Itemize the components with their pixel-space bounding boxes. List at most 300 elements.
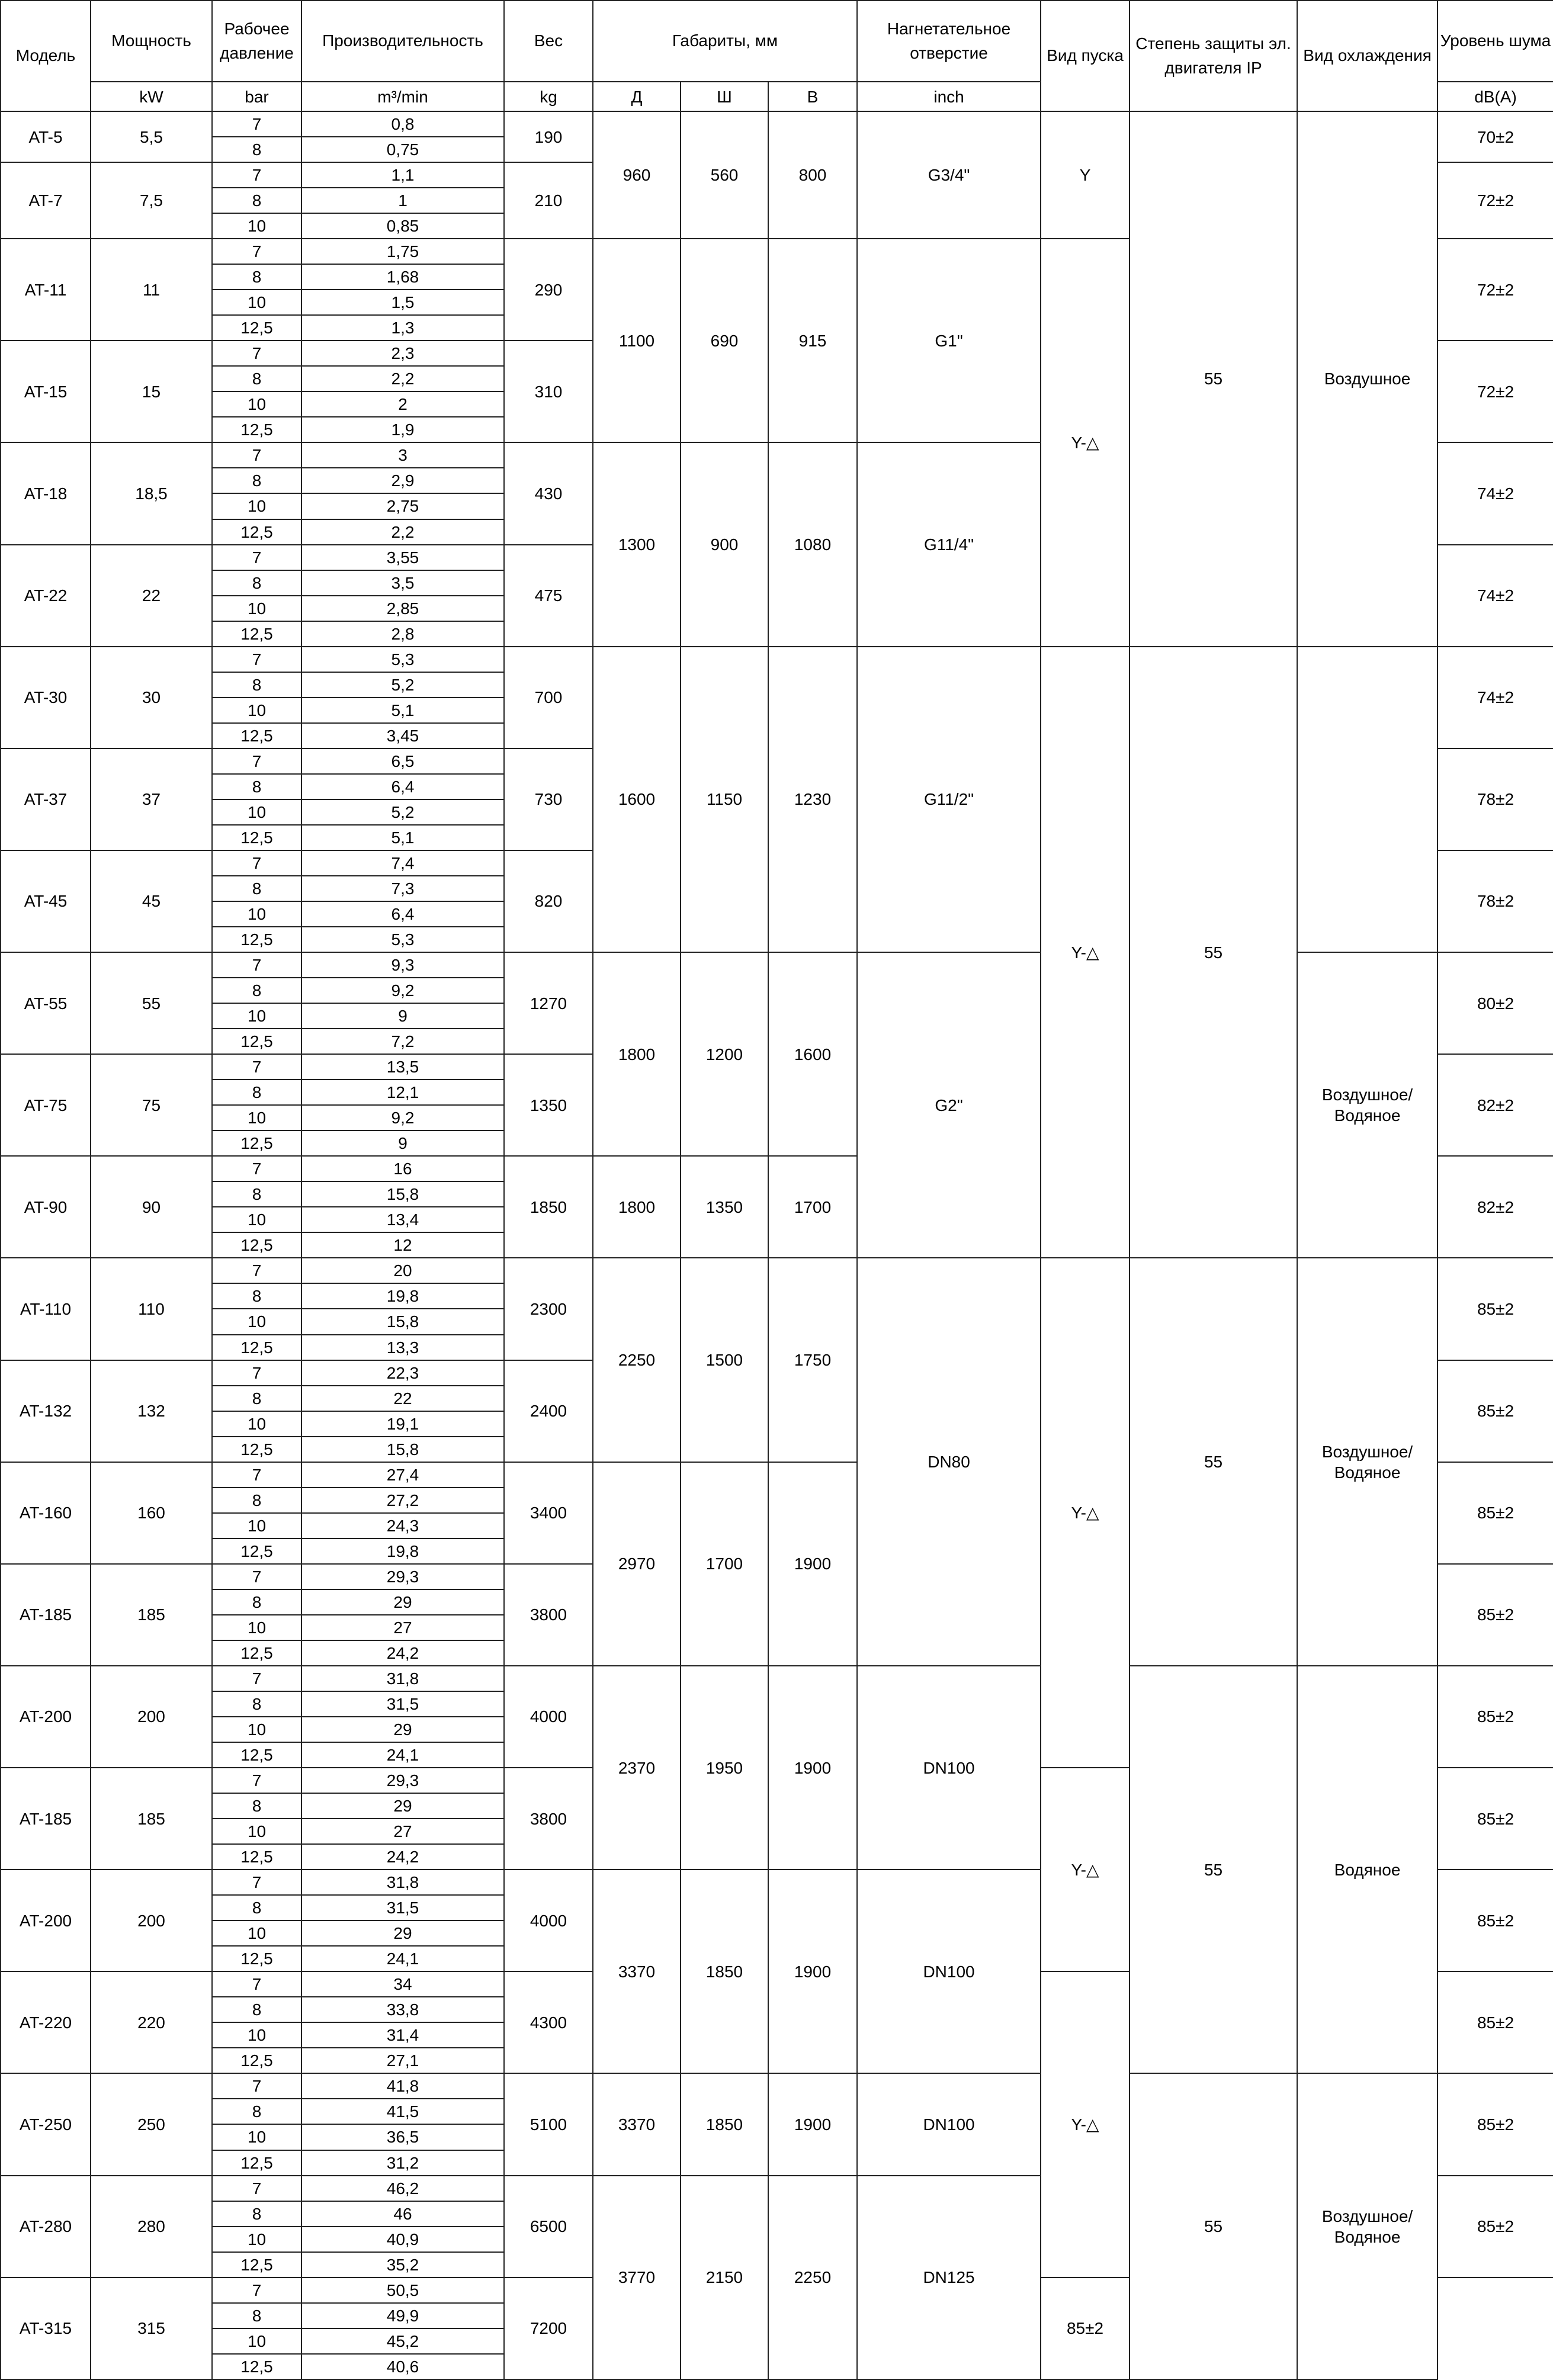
capacity-cell: 2,3 bbox=[301, 341, 504, 366]
noise-cell: 82±2 bbox=[1438, 1054, 1553, 1156]
dimension-length-cell: 2370 bbox=[593, 1666, 681, 1870]
pressure-cell: 8 bbox=[212, 1589, 301, 1615]
power-cell: 15 bbox=[91, 341, 212, 442]
header-model: Модель bbox=[1, 1, 91, 111]
power-cell: 30 bbox=[91, 647, 212, 749]
outlet-cell: G11/2" bbox=[857, 647, 1041, 952]
pressure-cell: 12,5 bbox=[212, 1437, 301, 1462]
capacity-cell: 1 bbox=[301, 188, 504, 213]
dimension-length-cell: 3370 bbox=[593, 2073, 681, 2175]
capacity-cell: 27,2 bbox=[301, 1488, 504, 1513]
capacity-cell: 0,85 bbox=[301, 213, 504, 239]
start-type-cell: Y-△ bbox=[1041, 239, 1130, 647]
pressure-cell: 8 bbox=[212, 2099, 301, 2124]
power-cell: 315 bbox=[91, 2278, 212, 2379]
capacity-cell: 22 bbox=[301, 1386, 504, 1411]
noise-cell: 85±2 bbox=[1438, 1258, 1553, 1360]
dimension-width-cell: 1950 bbox=[681, 1666, 768, 1870]
power-cell: 55 bbox=[91, 952, 212, 1054]
outlet-cell: DN125 bbox=[857, 2176, 1041, 2379]
capacity-cell: 31,8 bbox=[301, 1870, 504, 1895]
unit-noise: dB(A) bbox=[1438, 82, 1553, 111]
pressure-cell: 12,5 bbox=[212, 1844, 301, 1870]
dimension-height-cell: 1750 bbox=[768, 1258, 857, 1462]
power-cell: 220 bbox=[91, 1971, 212, 2073]
pressure-cell: 10 bbox=[212, 1003, 301, 1029]
table-row bbox=[1, 952, 1553, 978]
noise-cell: 85±2 bbox=[1438, 1666, 1553, 1768]
dimension-width-cell: 900 bbox=[681, 442, 768, 646]
weight-cell: 700 bbox=[504, 647, 593, 749]
pressure-cell: 10 bbox=[212, 2328, 301, 2354]
power-cell: 160 bbox=[91, 1462, 212, 1564]
noise-cell: 85±2 bbox=[1438, 1564, 1553, 1666]
capacity-cell: 15,8 bbox=[301, 1437, 504, 1462]
header-outlet: Нагнетательное отверстие bbox=[857, 1, 1041, 82]
capacity-cell: 9,2 bbox=[301, 1105, 504, 1130]
capacity-cell: 29 bbox=[301, 1920, 504, 1946]
pressure-cell: 10 bbox=[212, 213, 301, 239]
pressure-cell: 8 bbox=[212, 137, 301, 162]
pressure-cell: 8 bbox=[212, 188, 301, 213]
pressure-cell: 8 bbox=[212, 468, 301, 493]
capacity-cell: 29 bbox=[301, 1717, 504, 1742]
pressure-cell: 8 bbox=[212, 978, 301, 1003]
model-name-cell: AT-220 bbox=[1, 1971, 91, 2073]
header-power: Мощность bbox=[91, 1, 212, 82]
unit-dim-height: В bbox=[768, 82, 857, 111]
capacity-cell: 1,9 bbox=[301, 417, 504, 442]
capacity-cell: 9,3 bbox=[301, 952, 504, 978]
pressure-cell: 10 bbox=[212, 901, 301, 927]
pressure-cell: 10 bbox=[212, 1105, 301, 1130]
dimension-length-cell: 2970 bbox=[593, 1462, 681, 1666]
pressure-cell: 7 bbox=[212, 952, 301, 978]
header-noise: Уровень шума bbox=[1438, 1, 1553, 82]
pressure-cell: 12,5 bbox=[212, 723, 301, 749]
pressure-cell: 7 bbox=[212, 647, 301, 672]
dimension-length-cell: 1800 bbox=[593, 1156, 681, 1258]
capacity-cell: 5,3 bbox=[301, 647, 504, 672]
unit-weight: kg bbox=[504, 82, 593, 111]
pressure-cell: 10 bbox=[212, 1309, 301, 1334]
dimension-length-cell: 3770 bbox=[593, 2176, 681, 2379]
ip-rating-cell: 55 bbox=[1130, 111, 1297, 647]
pressure-cell: 10 bbox=[212, 1411, 301, 1437]
weight-cell: 7200 bbox=[504, 2278, 593, 2379]
capacity-cell: 2,2 bbox=[301, 366, 504, 391]
power-cell: 280 bbox=[91, 2176, 212, 2278]
dimension-length-cell: 1100 bbox=[593, 239, 681, 442]
pressure-cell: 8 bbox=[212, 264, 301, 290]
noise-cell: 78±2 bbox=[1438, 749, 1553, 850]
power-cell: 250 bbox=[91, 2073, 212, 2175]
capacity-cell: 2,2 bbox=[301, 519, 504, 545]
capacity-cell: 2 bbox=[301, 391, 504, 417]
unit-power: kW bbox=[91, 82, 212, 111]
dimension-width-cell: 690 bbox=[681, 239, 768, 442]
dimension-width-cell: 1850 bbox=[681, 1870, 768, 2073]
weight-cell: 4000 bbox=[504, 1666, 593, 1768]
pressure-cell: 12,5 bbox=[212, 927, 301, 952]
pressure-cell: 8 bbox=[212, 2303, 301, 2328]
noise-cell: 72±2 bbox=[1438, 341, 1553, 442]
capacity-cell: 31,5 bbox=[301, 1895, 504, 1920]
noise-cell: 85±2 bbox=[1438, 2176, 1553, 2278]
pressure-cell: 12,5 bbox=[212, 1130, 301, 1156]
capacity-cell: 12,1 bbox=[301, 1080, 504, 1105]
pressure-cell: 7 bbox=[212, 1971, 301, 1997]
capacity-cell: 36,5 bbox=[301, 2124, 504, 2150]
pressure-cell: 12,5 bbox=[212, 2150, 301, 2176]
capacity-cell: 1,1 bbox=[301, 162, 504, 188]
power-cell: 37 bbox=[91, 749, 212, 850]
capacity-cell: 40,9 bbox=[301, 2227, 504, 2252]
pressure-cell: 12,5 bbox=[212, 825, 301, 850]
start-type-cell: Y-△ bbox=[1041, 1971, 1130, 2277]
weight-cell: 3800 bbox=[504, 1768, 593, 1870]
capacity-cell: 3 bbox=[301, 442, 504, 468]
start-type-cell: Y-△ bbox=[1041, 1768, 1130, 1971]
cooling-cell: Воздушное/ Водяное bbox=[1297, 952, 1438, 1258]
capacity-cell: 5,1 bbox=[301, 825, 504, 850]
start-type-cell: Y bbox=[1041, 111, 1130, 239]
model-name-cell: AT-132 bbox=[1, 1360, 91, 1462]
model-name-cell: AT-22 bbox=[1, 545, 91, 647]
power-cell: 185 bbox=[91, 1768, 212, 1870]
dimension-height-cell: 1230 bbox=[768, 647, 857, 952]
noise-cell: 78±2 bbox=[1438, 850, 1553, 952]
pressure-cell: 7 bbox=[212, 162, 301, 188]
pressure-cell: 12,5 bbox=[212, 2048, 301, 2073]
capacity-cell: 2,8 bbox=[301, 621, 504, 647]
header-row bbox=[1, 1, 1553, 82]
capacity-cell: 12 bbox=[301, 1232, 504, 1258]
model-name-cell: AT-160 bbox=[1, 1462, 91, 1564]
pressure-cell: 12,5 bbox=[212, 1232, 301, 1258]
ip-rating-cell: 55 bbox=[1130, 1258, 1297, 1666]
pressure-cell: 10 bbox=[212, 596, 301, 621]
pressure-cell: 10 bbox=[212, 1920, 301, 1946]
table-row bbox=[1, 2073, 1553, 2099]
cooling-cell: Водяное bbox=[1297, 1666, 1438, 2074]
power-cell: 45 bbox=[91, 850, 212, 952]
capacity-cell: 1,5 bbox=[301, 290, 504, 315]
capacity-cell: 13,5 bbox=[301, 1054, 504, 1080]
pressure-cell: 12,5 bbox=[212, 1946, 301, 1971]
weight-cell: 290 bbox=[504, 239, 593, 341]
model-name-cell: AT-110 bbox=[1, 1258, 91, 1360]
capacity-cell: 3,55 bbox=[301, 545, 504, 570]
capacity-cell: 7,4 bbox=[301, 850, 504, 876]
power-cell: 132 bbox=[91, 1360, 212, 1462]
unit-pressure: bar bbox=[212, 82, 301, 111]
outlet-cell: DN80 bbox=[857, 1258, 1041, 1666]
pressure-cell: 10 bbox=[212, 799, 301, 825]
pressure-cell: 7 bbox=[212, 1870, 301, 1895]
noise-cell: 74±2 bbox=[1438, 545, 1553, 647]
dimension-width-cell: 1150 bbox=[681, 647, 768, 952]
capacity-cell: 15,8 bbox=[301, 1181, 504, 1207]
capacity-cell: 35,2 bbox=[301, 2252, 504, 2278]
table-row bbox=[1, 111, 1553, 137]
start-type-cell: Y-△ bbox=[1041, 1258, 1130, 1768]
capacity-cell: 24,2 bbox=[301, 1640, 504, 1666]
pressure-cell: 8 bbox=[212, 1793, 301, 1819]
model-name-cell: AT-11 bbox=[1, 239, 91, 341]
dimension-width-cell: 1200 bbox=[681, 952, 768, 1156]
capacity-cell: 6,4 bbox=[301, 774, 504, 799]
table-row bbox=[1, 1258, 1553, 1283]
unit-capacity: m³/min bbox=[301, 82, 504, 111]
pressure-cell: 7 bbox=[212, 1360, 301, 1386]
noise-cell: 82±2 bbox=[1438, 1156, 1553, 1258]
model-name-cell: AT-75 bbox=[1, 1054, 91, 1156]
capacity-cell: 3,5 bbox=[301, 570, 504, 596]
dimension-height-cell: 915 bbox=[768, 239, 857, 442]
model-name-cell: AT-5 bbox=[1, 111, 91, 162]
power-cell: 200 bbox=[91, 1666, 212, 1768]
model-name-cell: AT-250 bbox=[1, 2073, 91, 2175]
capacity-cell: 27 bbox=[301, 1819, 504, 1844]
pressure-cell: 12,5 bbox=[212, 2354, 301, 2379]
capacity-cell: 1,68 bbox=[301, 264, 504, 290]
dimension-height-cell: 1700 bbox=[768, 1156, 857, 1258]
pressure-cell: 12,5 bbox=[212, 1539, 301, 1564]
capacity-cell: 15,8 bbox=[301, 1309, 504, 1334]
pressure-cell: 12,5 bbox=[212, 519, 301, 545]
weight-cell: 1270 bbox=[504, 952, 593, 1054]
capacity-cell: 24,3 bbox=[301, 1513, 504, 1539]
pressure-cell: 8 bbox=[212, 1181, 301, 1207]
capacity-cell: 33,8 bbox=[301, 1997, 504, 2022]
capacity-cell: 5,3 bbox=[301, 927, 504, 952]
model-name-cell: AT-200 bbox=[1, 1870, 91, 1971]
capacity-cell: 24,1 bbox=[301, 1946, 504, 1971]
pressure-cell: 10 bbox=[212, 290, 301, 315]
noise-cell: 72±2 bbox=[1438, 162, 1553, 239]
header-start-type: Вид пуска bbox=[1041, 1, 1130, 111]
weight-cell: 2300 bbox=[504, 1258, 593, 1360]
pressure-cell: 12,5 bbox=[212, 1029, 301, 1054]
capacity-cell: 40,6 bbox=[301, 2354, 504, 2379]
pressure-cell: 7 bbox=[212, 1666, 301, 1691]
pressure-cell: 8 bbox=[212, 1283, 301, 1309]
power-cell: 75 bbox=[91, 1054, 212, 1156]
pressure-cell: 8 bbox=[212, 876, 301, 901]
capacity-cell: 31,5 bbox=[301, 1691, 504, 1717]
cooling-cell: Воздушное/ Водяное bbox=[1297, 2073, 1438, 2379]
capacity-cell: 9 bbox=[301, 1130, 504, 1156]
unit-dim-width: Ш bbox=[681, 82, 768, 111]
capacity-cell: 24,2 bbox=[301, 1844, 504, 1870]
capacity-cell: 41,5 bbox=[301, 2099, 504, 2124]
pressure-cell: 10 bbox=[212, 2227, 301, 2252]
noise-cell: 85±2 bbox=[1438, 1971, 1553, 2073]
table-row bbox=[1, 647, 1553, 672]
noise-cell: 85±2 bbox=[1438, 1870, 1553, 1971]
noise-cell: 72±2 bbox=[1438, 239, 1553, 341]
pressure-cell: 7 bbox=[212, 749, 301, 774]
outlet-cell: G1" bbox=[857, 239, 1041, 442]
weight-cell: 310 bbox=[504, 341, 593, 442]
capacity-cell: 9 bbox=[301, 1003, 504, 1029]
model-name-cell: AT-280 bbox=[1, 2176, 91, 2278]
dimension-height-cell: 1900 bbox=[768, 1462, 857, 1666]
model-name-cell: AT-7 bbox=[1, 162, 91, 239]
capacity-cell: 5,2 bbox=[301, 672, 504, 698]
pressure-cell: 10 bbox=[212, 2124, 301, 2150]
capacity-cell: 7,3 bbox=[301, 876, 504, 901]
capacity-cell: 46 bbox=[301, 2201, 504, 2227]
capacity-cell: 6,5 bbox=[301, 749, 504, 774]
weight-cell: 4300 bbox=[504, 1971, 593, 2073]
power-cell: 185 bbox=[91, 1564, 212, 1666]
capacity-cell: 1,3 bbox=[301, 315, 504, 341]
power-cell: 7,5 bbox=[91, 162, 212, 239]
outlet-cell: G3/4" bbox=[857, 111, 1041, 239]
pressure-cell: 10 bbox=[212, 1207, 301, 1232]
pressure-cell: 12,5 bbox=[212, 1640, 301, 1666]
dimension-length-cell: 1300 bbox=[593, 442, 681, 646]
pressure-cell: 8 bbox=[212, 1386, 301, 1411]
unit-dim-length: Д bbox=[593, 82, 681, 111]
table-row bbox=[1, 1666, 1553, 1691]
dimension-height-cell: 2250 bbox=[768, 2176, 857, 2379]
capacity-cell: 31,8 bbox=[301, 1666, 504, 1691]
capacity-cell: 49,9 bbox=[301, 2303, 504, 2328]
dimension-height-cell: 1900 bbox=[768, 2073, 857, 2175]
pressure-cell: 7 bbox=[212, 545, 301, 570]
pressure-cell: 7 bbox=[212, 1156, 301, 1181]
pressure-cell: 7 bbox=[212, 1768, 301, 1793]
capacity-cell: 0,8 bbox=[301, 111, 504, 137]
dimension-length-cell: 1600 bbox=[593, 647, 681, 952]
weight-cell: 2400 bbox=[504, 1360, 593, 1462]
noise-cell: 70±2 bbox=[1438, 111, 1553, 162]
pressure-cell: 7 bbox=[212, 111, 301, 137]
model-name-cell: AT-200 bbox=[1, 1666, 91, 1768]
dimension-length-cell: 2250 bbox=[593, 1258, 681, 1462]
capacity-cell: 29 bbox=[301, 1589, 504, 1615]
model-name-cell: AT-37 bbox=[1, 749, 91, 850]
dimension-width-cell: 1850 bbox=[681, 2073, 768, 2175]
dimension-length-cell: 1800 bbox=[593, 952, 681, 1156]
capacity-cell: 31,4 bbox=[301, 2022, 504, 2048]
capacity-cell: 24,1 bbox=[301, 1742, 504, 1768]
capacity-cell: 5,2 bbox=[301, 799, 504, 825]
pressure-cell: 10 bbox=[212, 2022, 301, 2048]
capacity-cell: 45,2 bbox=[301, 2328, 504, 2354]
dimension-width-cell: 2150 bbox=[681, 2176, 768, 2379]
capacity-cell: 46,2 bbox=[301, 2176, 504, 2201]
outlet-cell: G2" bbox=[857, 952, 1041, 1258]
dimension-length-cell: 960 bbox=[593, 111, 681, 239]
outlet-cell: DN100 bbox=[857, 1870, 1041, 2073]
pressure-cell: 7 bbox=[212, 239, 301, 264]
pressure-cell: 8 bbox=[212, 774, 301, 799]
capacity-cell: 2,85 bbox=[301, 596, 504, 621]
outlet-cell: G11/4" bbox=[857, 442, 1041, 646]
power-cell: 110 bbox=[91, 1258, 212, 1360]
pressure-cell: 7 bbox=[212, 442, 301, 468]
dimension-height-cell: 1900 bbox=[768, 1666, 857, 1870]
weight-cell: 6500 bbox=[504, 2176, 593, 2278]
pressure-cell: 10 bbox=[212, 391, 301, 417]
header-weight: Вес bbox=[504, 1, 593, 82]
pressure-cell: 8 bbox=[212, 1691, 301, 1717]
pressure-cell: 7 bbox=[212, 2176, 301, 2201]
dimension-width-cell: 1700 bbox=[681, 1462, 768, 1666]
pressure-cell: 7 bbox=[212, 1054, 301, 1080]
capacity-cell: 13,3 bbox=[301, 1335, 504, 1360]
power-cell: 200 bbox=[91, 1870, 212, 1971]
dimension-height-cell: 1600 bbox=[768, 952, 857, 1156]
capacity-cell: 1,75 bbox=[301, 239, 504, 264]
noise-cell: 74±2 bbox=[1438, 647, 1553, 749]
capacity-cell: 19,1 bbox=[301, 1411, 504, 1437]
noise-cell: 80±2 bbox=[1438, 952, 1553, 1054]
capacity-cell: 41,8 bbox=[301, 2073, 504, 2099]
weight-cell: 3800 bbox=[504, 1564, 593, 1666]
header-pressure: Рабочее давление bbox=[212, 1, 301, 82]
weight-cell: 730 bbox=[504, 749, 593, 850]
power-cell: 18,5 bbox=[91, 442, 212, 544]
model-name-cell: AT-45 bbox=[1, 850, 91, 952]
capacity-cell: 19,8 bbox=[301, 1283, 504, 1309]
header-capacity: Производительность bbox=[301, 1, 504, 82]
capacity-cell: 5,1 bbox=[301, 698, 504, 723]
model-name-cell: AT-90 bbox=[1, 1156, 91, 1258]
model-name-cell: AT-315 bbox=[1, 2278, 91, 2379]
pressure-cell: 12,5 bbox=[212, 1335, 301, 1360]
pressure-cell: 7 bbox=[212, 1564, 301, 1589]
capacity-cell: 22,3 bbox=[301, 1360, 504, 1386]
weight-cell: 820 bbox=[504, 850, 593, 952]
model-name-cell: AT-185 bbox=[1, 1768, 91, 1870]
capacity-cell: 29 bbox=[301, 1793, 504, 1819]
header-cooling: Вид охлаждения bbox=[1297, 1, 1438, 111]
pressure-cell: 10 bbox=[212, 1819, 301, 1844]
pressure-cell: 10 bbox=[212, 493, 301, 519]
ip-rating-cell: 55 bbox=[1130, 647, 1297, 1258]
pressure-cell: 10 bbox=[212, 1513, 301, 1539]
capacity-cell: 2,9 bbox=[301, 468, 504, 493]
header-ip-rating: Степень защиты эл. двигателя IP bbox=[1130, 1, 1297, 111]
power-cell: 90 bbox=[91, 1156, 212, 1258]
cooling-cell bbox=[1297, 647, 1438, 952]
capacity-cell: 29,3 bbox=[301, 1768, 504, 1793]
power-cell: 5,5 bbox=[91, 111, 212, 162]
ip-rating-cell: 55 bbox=[1130, 2073, 1297, 2379]
weight-cell: 4000 bbox=[504, 1870, 593, 1971]
capacity-cell: 27 bbox=[301, 1615, 504, 1640]
capacity-cell: 50,5 bbox=[301, 2278, 504, 2303]
weight-cell: 3400 bbox=[504, 1462, 593, 1564]
dimension-height-cell: 800 bbox=[768, 111, 857, 239]
pressure-cell: 8 bbox=[212, 366, 301, 391]
weight-cell: 1350 bbox=[504, 1054, 593, 1156]
pressure-cell: 7 bbox=[212, 1462, 301, 1488]
pressure-cell: 8 bbox=[212, 672, 301, 698]
weight-cell: 475 bbox=[504, 545, 593, 647]
pressure-cell: 7 bbox=[212, 2278, 301, 2303]
dimension-height-cell: 1080 bbox=[768, 442, 857, 646]
weight-cell: 5100 bbox=[504, 2073, 593, 2175]
pressure-cell: 10 bbox=[212, 1717, 301, 1742]
power-cell: 11 bbox=[91, 239, 212, 341]
power-cell: 22 bbox=[91, 545, 212, 647]
